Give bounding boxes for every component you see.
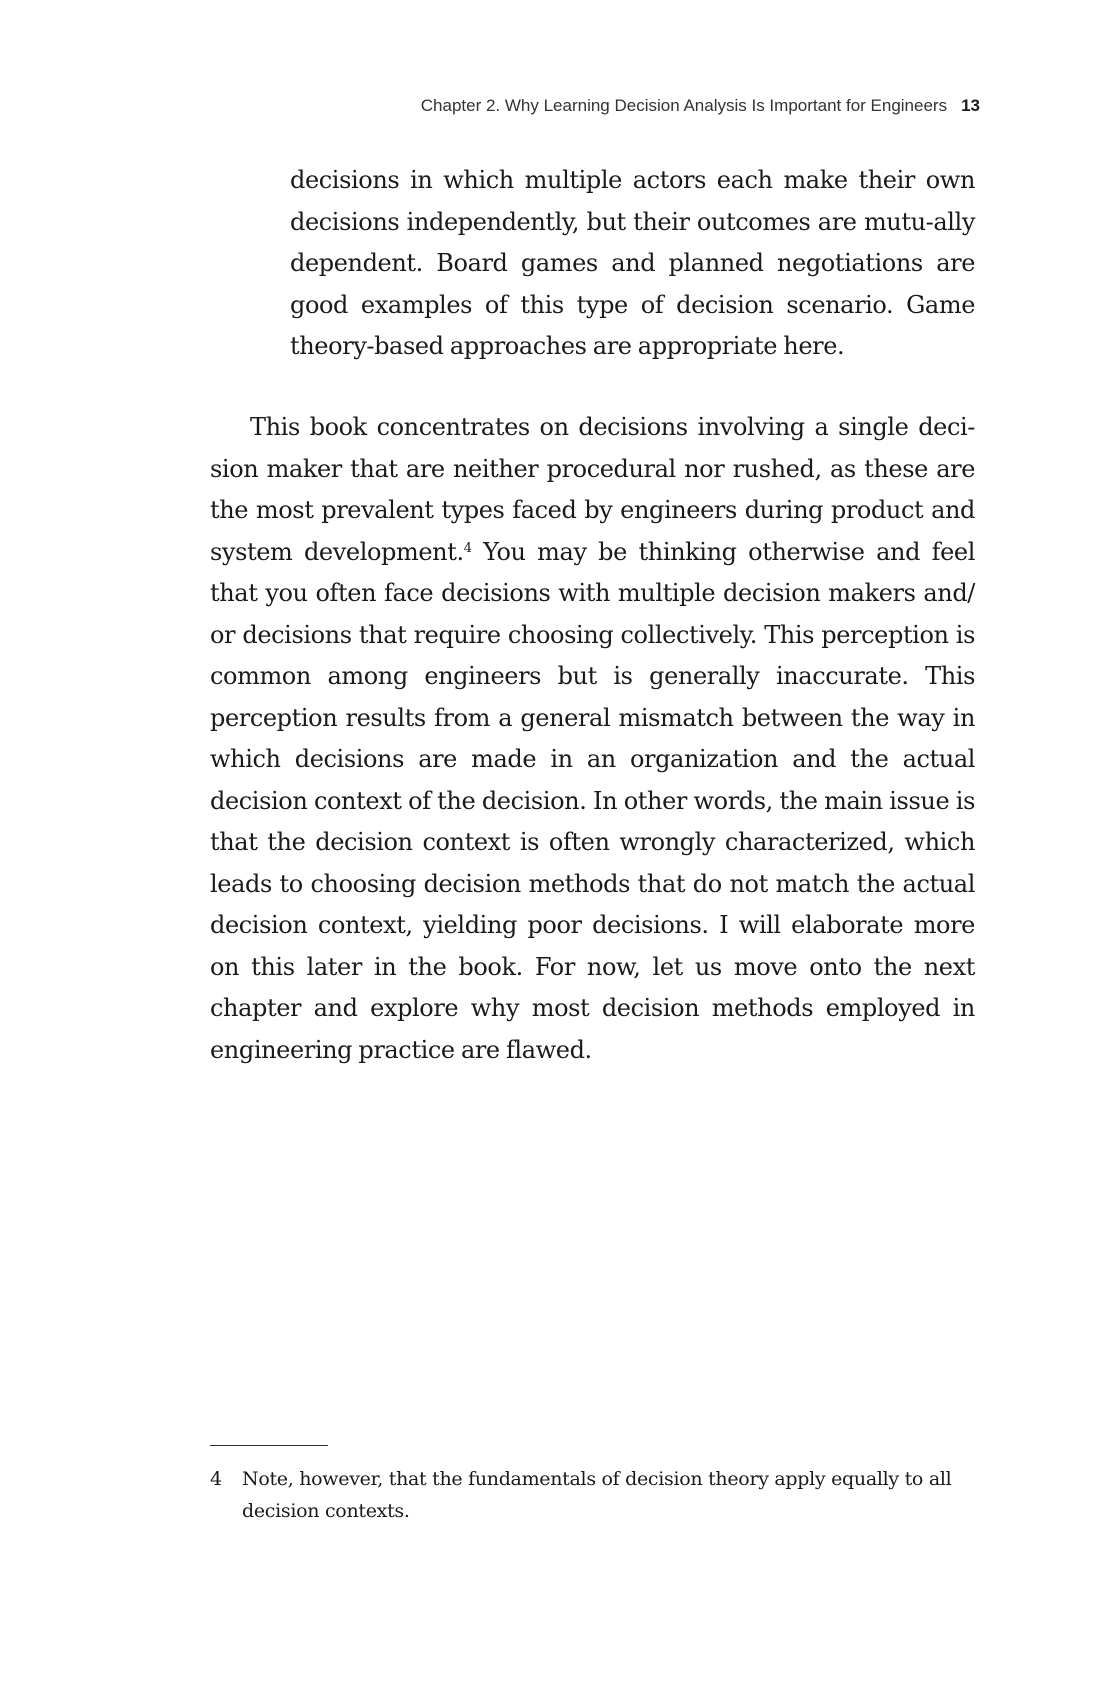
footnote-number: 4 bbox=[210, 1468, 222, 1490]
page-number: 13 bbox=[961, 96, 980, 115]
paragraph-text-end: You may be thinking otherwise and feel that you often face decisions with multiple decision makers and/ or decisions that require choosing collectively. This perception is common among engineers but is generally inaccurate. This perception results from a general mismatch between the way in which decisions are made in an organization and the actual decision context of the decision. In other words, the main issue is that the decision context is often wrongly characterized, which leads to choosing decision methods that do not match the actual decision context, yielding poor decisions. I will elaborate more on this later in the book. For now, let us move onto the next chapter and explore why most decision methods employed in engineering practice are flawed. bbox=[210, 537, 975, 1064]
footnote-reference[interactable]: 4 bbox=[463, 540, 472, 556]
running-header bbox=[210, 96, 980, 116]
block-quote: decisions in which multiple actors each make their own decisions independently, but their outcomes are mutu-ally dependent. Board games and planned negotiations are good examples of this type of decision scenario. Game theory-based approaches are appropriate here. bbox=[290, 166, 975, 360]
main-paragraph bbox=[210, 407, 975, 1071]
running-title: Chapter 2. Why Learning Decision Analysis Is Important for Engineers bbox=[420, 96, 948, 115]
footnote-divider bbox=[210, 1445, 328, 1446]
paragraph-text-start: This book concentrates on decisions involving a single deci-sion maker that are neither procedural nor rushed, as these are the most prevalent types faced by engineers during product and system development. bbox=[210, 413, 975, 566]
footnote bbox=[210, 1463, 975, 1527]
footnote-text: Note, however, that the fundamentals of decision theory apply equally to all decision contexts. bbox=[242, 1468, 952, 1522]
